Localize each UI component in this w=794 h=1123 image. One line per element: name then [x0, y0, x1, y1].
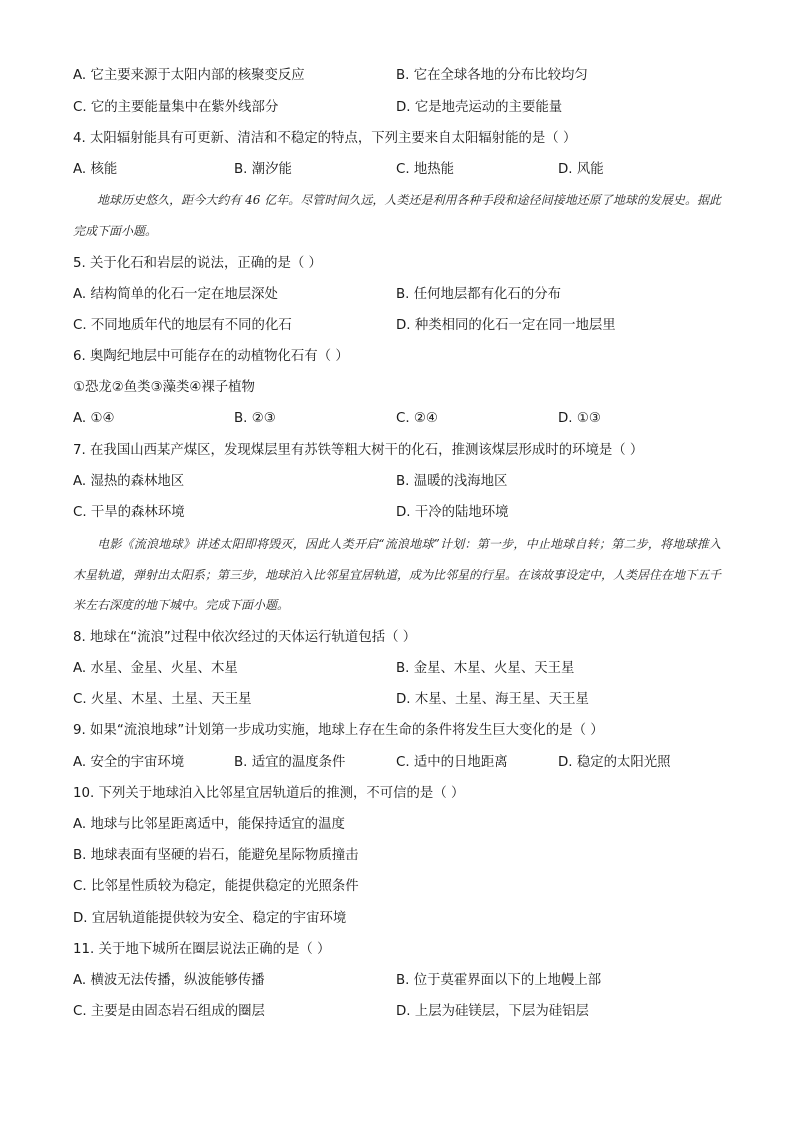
q5-option-c: C. 不同地质年代的地层有不同的化石 — [73, 318, 292, 333]
q3-option-c: C. 它的主要能量集中在紫外线部分 — [73, 100, 279, 115]
q7-option-a: A. 湿热的森林地区 — [73, 474, 185, 489]
q11-stem: 11. 关于地下城所在圈层说法正确的是（ ） — [73, 942, 331, 957]
q3-option-a: A. 它主要来源于太阳内部的核聚变反应 — [73, 68, 305, 83]
q10-option-d: D. 宜居轨道能提供较为安全、稳定的宇宙环境 — [73, 911, 347, 926]
q10-stem: 10. 下列关于地球泊入比邻星宜居轨道后的推测，不可信的是（ ） — [73, 786, 465, 801]
q3-option-d: D. 它是地壳运动的主要能量 — [396, 100, 563, 115]
q6-option-a: A. ①④ — [73, 411, 115, 426]
q5-option-a: A. 结构简单的化石一定在地层深处 — [73, 287, 278, 302]
q9-option-d: D. 稳定的太阳光照 — [558, 755, 671, 770]
q4-option-c: C. 地热能 — [396, 162, 455, 177]
q4-option-b: B. 潮汐能 — [234, 162, 292, 177]
q6-option-d: D. ①③ — [558, 411, 601, 426]
q8-option-c: C. 火星、木星、土星、天王星 — [73, 692, 252, 707]
q9-option-a: A. 安全的宇宙环境 — [73, 755, 185, 770]
q7-option-b: B. 温暖的浅海地区 — [396, 474, 508, 489]
passage-2-text: 电影《流浪地球》讲述太阳即将毁灭，因此人类开启“流浪地球”计划：第一步，中止地球自转；第二步，将地球推入木星轨道，弹射出太阳系；第三步，地球泊入比邻星宜居轨道，成为比邻星的行星。在该故事设定中，人类居住在地下五千米左右深度的地下城中。完成下面小题。 — [73, 537, 722, 612]
q9-option-c: C. 适中的日地距离 — [396, 755, 508, 770]
q11-option-b: B. 位于莫霍界面以下的上地幔上部 — [396, 973, 602, 988]
q5-stem: 5. 关于化石和岩层的说法，正确的是（ ） — [73, 256, 322, 271]
q4-option-a: A. 核能 — [73, 162, 118, 177]
passage-1-text: 地球历史悠久，距今大约有 46 亿年。尽管时间久远，人类还是利用各种手段和途径间接地还原了地球的发展史。据此完成下面小题。 — [73, 193, 721, 238]
q10-option-b: B. 地球表面有坚硬的岩石，能避免星际物质撞击 — [73, 848, 359, 863]
q4-stem: 4. 太阳辐射能具有可更新、清洁和不稳定的特点，下列主要来自太阳辐射能的是（ ） — [73, 131, 577, 146]
q8-option-b: B. 金星、木星、火星、天王星 — [396, 661, 575, 676]
q6-stem: 6. 奥陶纪地层中可能存在的动植物化石有（ ） — [73, 349, 349, 364]
q10-option-a: A. 地球与比邻星距离适中，能保持适宜的温度 — [73, 817, 345, 832]
q4-option-d: D. 风能 — [558, 162, 604, 177]
q6-items: ①恐龙②鱼类③藻类④裸子植物 — [73, 380, 255, 395]
q10-option-c: C. 比邻星性质较为稳定，能提供稳定的光照条件 — [73, 879, 359, 894]
reading-passage-1 — [73, 185, 721, 246]
reading-passage-2 — [73, 529, 721, 621]
q9-stem: 9. 如果“流浪地球”计划第一步成功实施，地球上存在生命的条件将发生巨大变化的是（ ） — [73, 723, 604, 738]
q5-option-b: B. 任何地层都有化石的分布 — [396, 287, 561, 302]
q8-stem: 8. 地球在“流浪”过程中依次经过的天体运行轨道包括（ ） — [73, 630, 417, 645]
q3-option-b: B. 它在全球各地的分布比较均匀 — [396, 68, 588, 83]
q7-stem: 7. 在我国山西某产煤区，发现煤层里有苏铁等粗大树干的化石，推测该煤层形成时的环境是（ ） — [73, 443, 644, 458]
q11-option-d: D. 上层为硅镁层，下层为硅铝层 — [396, 1004, 589, 1019]
q7-option-c: C. 干旱的森林环境 — [73, 505, 185, 520]
q8-option-d: D. 木星、土星、海王星、天王星 — [396, 692, 589, 707]
q7-option-d: D. 干冷的陆地环境 — [396, 505, 509, 520]
q6-option-c: C. ②④ — [396, 411, 438, 426]
q9-option-b: B. 适宜的温度条件 — [234, 755, 346, 770]
q5-option-d: D. 种类相同的化石一定在同一地层里 — [396, 318, 616, 333]
q6-option-b: B. ②③ — [234, 411, 276, 426]
q8-option-a: A. 水星、金星、火星、木星 — [73, 661, 238, 676]
q11-option-c: C. 主要是由固态岩石组成的圈层 — [73, 1004, 265, 1019]
q11-option-a: A. 横波无法传播，纵波能够传播 — [73, 973, 265, 988]
